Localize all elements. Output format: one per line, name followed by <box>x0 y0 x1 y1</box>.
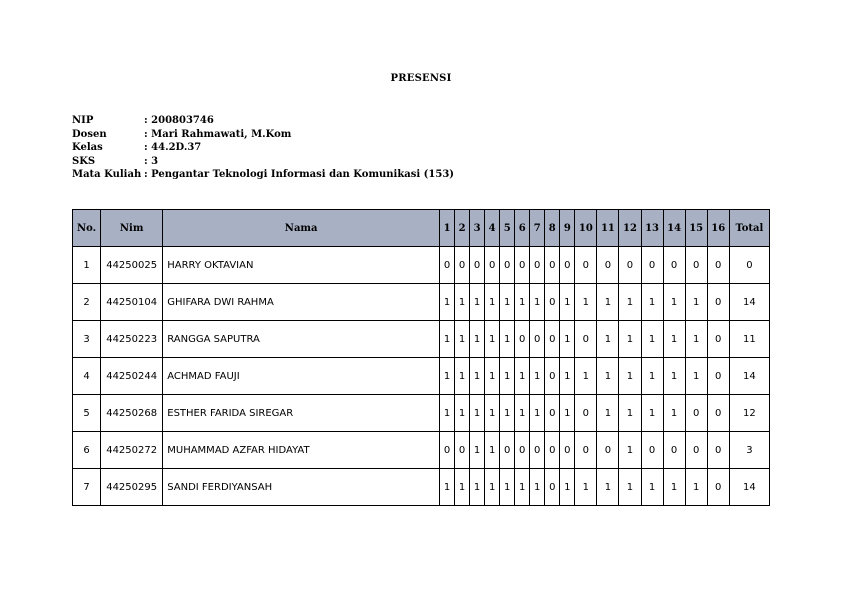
attendance-cell: 0 <box>597 247 619 284</box>
attendance-cell: 0 <box>707 247 729 284</box>
info-row-kelas <box>72 141 454 155</box>
attendance-cell: 0 <box>455 247 470 284</box>
attendance-cell: 1 <box>619 321 641 358</box>
attendance-cell: 0 <box>707 321 729 358</box>
attendance-cell: 1 <box>575 284 597 321</box>
attendance-cell: 0 <box>545 358 560 395</box>
attendance-cell: 0 <box>707 395 729 432</box>
attendance-cell: 0 <box>545 284 560 321</box>
row-nim-cell: 44250268 <box>101 395 163 432</box>
attendance-cell: 1 <box>470 469 485 506</box>
attendance-cell: 0 <box>619 247 641 284</box>
attendance-cell: 1 <box>485 284 500 321</box>
row-total-cell: 12 <box>729 395 769 432</box>
row-nama-cell: RANGGA SAPUTRA <box>163 321 440 358</box>
row-no-cell: 3 <box>73 321 101 358</box>
attendance-cell: 1 <box>597 358 619 395</box>
course-info <box>72 114 454 182</box>
info-value-dosen: : Mari Rahmawati, M.Kom <box>144 128 292 140</box>
attendance-cell: 0 <box>560 247 575 284</box>
attendance-cell: 1 <box>470 358 485 395</box>
attendance-cell: 1 <box>641 321 663 358</box>
table-header-row <box>73 210 770 247</box>
attendance-cell: 1 <box>485 432 500 469</box>
attendance-cell: 0 <box>663 247 685 284</box>
info-label-sks: SKS <box>72 155 96 167</box>
attendance-cell: 1 <box>663 321 685 358</box>
attendance-cell: 1 <box>641 395 663 432</box>
attendance-cell: 1 <box>530 395 545 432</box>
attendance-cell: 0 <box>545 432 560 469</box>
info-label-mata-kuliah: Mata Kuliah <box>72 169 142 180</box>
attendance-cell: 1 <box>440 321 455 358</box>
attendance-cell: 1 <box>440 358 455 395</box>
attendance-cell: 1 <box>641 469 663 506</box>
attendance-cell: 0 <box>597 432 619 469</box>
attendance-cell: 1 <box>530 469 545 506</box>
header-session-2: 2 <box>455 210 470 247</box>
attendance-cell: 1 <box>515 284 530 321</box>
row-nim-cell: 44250223 <box>101 321 163 358</box>
attendance-cell: 0 <box>530 321 545 358</box>
attendance-cell: 1 <box>597 321 619 358</box>
attendance-cell: 0 <box>500 247 515 284</box>
header-session-6: 6 <box>515 210 530 247</box>
attendance-cell: 1 <box>663 395 685 432</box>
attendance-cell: 1 <box>455 358 470 395</box>
header-session-3: 3 <box>470 210 485 247</box>
table-row <box>73 321 770 358</box>
table-row <box>73 358 770 395</box>
attendance-cell: 1 <box>500 321 515 358</box>
attendance-cell: 1 <box>440 469 455 506</box>
attendance-cell: 1 <box>619 395 641 432</box>
attendance-cell: 1 <box>485 321 500 358</box>
attendance-cell: 0 <box>575 321 597 358</box>
attendance-cell: 0 <box>515 321 530 358</box>
attendance-cell: 1 <box>515 395 530 432</box>
row-total-cell: 14 <box>729 469 769 506</box>
attendance-cell: 1 <box>560 321 575 358</box>
header-session-15: 15 <box>685 210 707 247</box>
attendance-cell: 1 <box>455 284 470 321</box>
row-total-cell: 11 <box>729 321 769 358</box>
attendance-cell: 1 <box>470 284 485 321</box>
header-nim: Nim <box>101 210 163 247</box>
row-no-cell: 6 <box>73 432 101 469</box>
table-row <box>73 432 770 469</box>
header-session-10: 10 <box>575 210 597 247</box>
info-value-nip: : 200803746 <box>144 115 214 126</box>
info-label-kelas: Kelas <box>72 142 103 153</box>
attendance-cell: 0 <box>575 247 597 284</box>
row-nama-cell: SANDI FERDIYANSAH <box>163 469 440 506</box>
info-label-nip: NIP <box>72 115 94 126</box>
row-total-cell: 14 <box>729 284 769 321</box>
attendance-cell: 1 <box>455 469 470 506</box>
attendance-cell: 0 <box>515 247 530 284</box>
attendance-cell: 1 <box>440 395 455 432</box>
row-total-cell: 14 <box>729 358 769 395</box>
attendance-cell: 0 <box>685 432 707 469</box>
attendance-cell: 0 <box>641 247 663 284</box>
row-no-cell: 2 <box>73 284 101 321</box>
header-session-7: 7 <box>530 210 545 247</box>
header-session-11: 11 <box>597 210 619 247</box>
attendance-cell: 1 <box>619 358 641 395</box>
attendance-cell: 1 <box>685 358 707 395</box>
attendance-cell: 0 <box>545 469 560 506</box>
attendance-cell: 1 <box>663 358 685 395</box>
attendance-cell: 0 <box>575 395 597 432</box>
attendance-cell: 0 <box>500 432 515 469</box>
attendance-cell: 0 <box>560 432 575 469</box>
header-session-4: 4 <box>485 210 500 247</box>
attendance-cell: 1 <box>470 432 485 469</box>
attendance-cell: 1 <box>560 469 575 506</box>
attendance-cell: 0 <box>685 247 707 284</box>
attendance-cell: 0 <box>470 247 485 284</box>
attendance-cell: 0 <box>707 432 729 469</box>
attendance-cell: 0 <box>485 247 500 284</box>
attendance-cell: 1 <box>500 284 515 321</box>
attendance-cell: 0 <box>545 395 560 432</box>
row-nama-cell: MUHAMMAD AZFAR HIDAYAT <box>163 432 440 469</box>
attendance-cell: 0 <box>707 358 729 395</box>
attendance-cell: 1 <box>560 395 575 432</box>
attendance-cell: 0 <box>545 321 560 358</box>
row-nim-cell: 44250104 <box>101 284 163 321</box>
attendance-cell: 1 <box>685 284 707 321</box>
header-session-16: 16 <box>707 210 729 247</box>
attendance-cell: 0 <box>663 432 685 469</box>
row-nama-cell: HARRY OKTAVIAN <box>163 247 440 284</box>
row-nim-cell: 44250295 <box>101 469 163 506</box>
attendance-cell: 1 <box>597 284 619 321</box>
header-session-1: 1 <box>440 210 455 247</box>
attendance-cell: 1 <box>455 321 470 358</box>
attendance-cell: 1 <box>685 321 707 358</box>
row-total-cell: 0 <box>729 247 769 284</box>
attendance-cell: 1 <box>515 469 530 506</box>
attendance-cell: 0 <box>530 247 545 284</box>
attendance-cell: 1 <box>485 358 500 395</box>
row-no-cell: 7 <box>73 469 101 506</box>
table-row <box>73 469 770 506</box>
attendance-cell: 1 <box>641 284 663 321</box>
row-total-cell: 3 <box>729 432 769 469</box>
row-no-cell: 5 <box>73 395 101 432</box>
attendance-cell: 1 <box>500 358 515 395</box>
attendance-cell: 1 <box>500 469 515 506</box>
info-value-mata-kuliah: : Pengantar Teknologi Informasi dan Komunikasi (153) <box>144 169 455 180</box>
attendance-cell: 1 <box>530 284 545 321</box>
row-nama-cell: GHIFARA DWI RAHMA <box>163 284 440 321</box>
info-row-mata-kuliah <box>72 168 454 182</box>
attendance-cell: 0 <box>515 432 530 469</box>
attendance-cell: 1 <box>575 358 597 395</box>
row-nim-cell: 44250025 <box>101 247 163 284</box>
table-body <box>73 247 770 506</box>
info-value-kelas: : 44.2D.37 <box>144 142 202 153</box>
header-total: Total <box>729 210 769 247</box>
header-session-5: 5 <box>500 210 515 247</box>
table-row <box>73 284 770 321</box>
attendance-cell: 1 <box>470 321 485 358</box>
row-nama-cell: ESTHER FARIDA SIREGAR <box>163 395 440 432</box>
table-row <box>73 247 770 284</box>
header-session-13: 13 <box>641 210 663 247</box>
attendance-cell: 0 <box>685 395 707 432</box>
attendance-cell: 1 <box>641 358 663 395</box>
info-row-dosen <box>72 128 454 142</box>
attendance-cell: 1 <box>663 284 685 321</box>
info-row-nip <box>72 114 454 128</box>
header-session-14: 14 <box>663 210 685 247</box>
attendance-cell: 1 <box>685 469 707 506</box>
attendance-cell: 1 <box>515 358 530 395</box>
attendance-cell: 1 <box>560 284 575 321</box>
page-title: PRESENSI <box>390 73 452 84</box>
attendance-cell: 0 <box>530 432 545 469</box>
attendance-cell: 1 <box>663 469 685 506</box>
header-session-9: 9 <box>560 210 575 247</box>
attendance-cell: 0 <box>545 247 560 284</box>
row-no-cell: 4 <box>73 358 101 395</box>
attendance-cell: 1 <box>485 469 500 506</box>
attendance-cell: 1 <box>619 469 641 506</box>
row-nama-cell: ACHMAD FAUJI <box>163 358 440 395</box>
attendance-cell: 1 <box>619 284 641 321</box>
attendance-cell: 1 <box>597 395 619 432</box>
attendance-cell: 1 <box>575 469 597 506</box>
attendance-cell: 0 <box>707 284 729 321</box>
attendance-table <box>72 209 770 506</box>
row-nim-cell: 44250244 <box>101 358 163 395</box>
attendance-cell: 0 <box>440 432 455 469</box>
attendance-cell: 1 <box>619 432 641 469</box>
attendance-cell: 0 <box>440 247 455 284</box>
info-label-dosen: Dosen <box>72 128 107 140</box>
header-nama: Nama <box>163 210 440 247</box>
attendance-cell: 1 <box>560 358 575 395</box>
attendance-cell: 1 <box>440 284 455 321</box>
header-no: No. <box>73 210 101 247</box>
attendance-cell: 0 <box>455 432 470 469</box>
attendance-cell: 0 <box>641 432 663 469</box>
header-session-8: 8 <box>545 210 560 247</box>
row-nim-cell: 44250272 <box>101 432 163 469</box>
table-row <box>73 395 770 432</box>
attendance-cell: 1 <box>485 395 500 432</box>
attendance-cell: 1 <box>470 395 485 432</box>
attendance-cell: 1 <box>530 358 545 395</box>
attendance-cell: 1 <box>455 395 470 432</box>
attendance-cell: 1 <box>500 395 515 432</box>
attendance-cell: 0 <box>707 469 729 506</box>
info-value-sks: : 3 <box>144 155 159 167</box>
attendance-cell: 0 <box>575 432 597 469</box>
attendance-cell: 1 <box>597 469 619 506</box>
row-no-cell: 1 <box>73 247 101 284</box>
header-session-12: 12 <box>619 210 641 247</box>
info-row-sks <box>72 155 454 169</box>
